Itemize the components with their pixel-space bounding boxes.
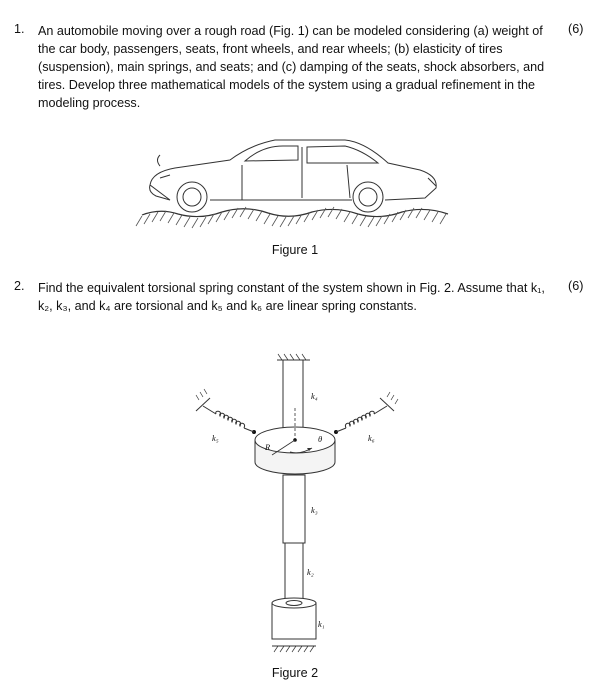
label-R: R [265,442,271,452]
label-k5: k₅ [212,433,219,443]
figure-1-caption: Figure 1 [271,243,319,257]
spring-k5 [196,389,254,432]
label-k2: k₂ [307,567,314,577]
question-1-marks: (6) [568,22,584,36]
label-k4: k₄ [311,391,318,401]
label-theta: θ [318,434,323,444]
label-k1: k₁ [318,619,325,629]
label-k6: k₆ [368,433,375,443]
label-k3: k₃ [311,505,318,515]
shaft-k2 [285,543,303,601]
bottom-fixed-support [272,646,316,652]
question-2-marks: (6) [568,279,584,293]
shaft-k3 [283,475,305,543]
question-1-text: An automobile moving over a rough road (Fig. 1) can be modeled considering (a) weight of the car body, passengers, seats, front wheels, and rear wheels; (b) elasticity of tires (suspension), main springs, and seats; and (c) damping of the seats, shock absorbers, and tires. Develop three mathematical models of the system using a gradual refinement in the modeling process. [38,24,545,110]
shaft-k4 [283,360,303,428]
top-fixed-support [277,354,310,360]
question-2-text: Find the equivalent torsional spring constant of the system shown in Fig. 2. Assume that k₁, k₂, k₃, and k₄ are torsional and k₅ and k₆ are linear spring constants. [38,281,545,313]
spring-k6 [336,392,398,432]
shaft-k1 [272,598,316,639]
question-2-number: 2. [14,279,25,293]
question-1-number: 1. [14,22,25,36]
figure-2-caption: Figure 2 [271,666,319,680]
